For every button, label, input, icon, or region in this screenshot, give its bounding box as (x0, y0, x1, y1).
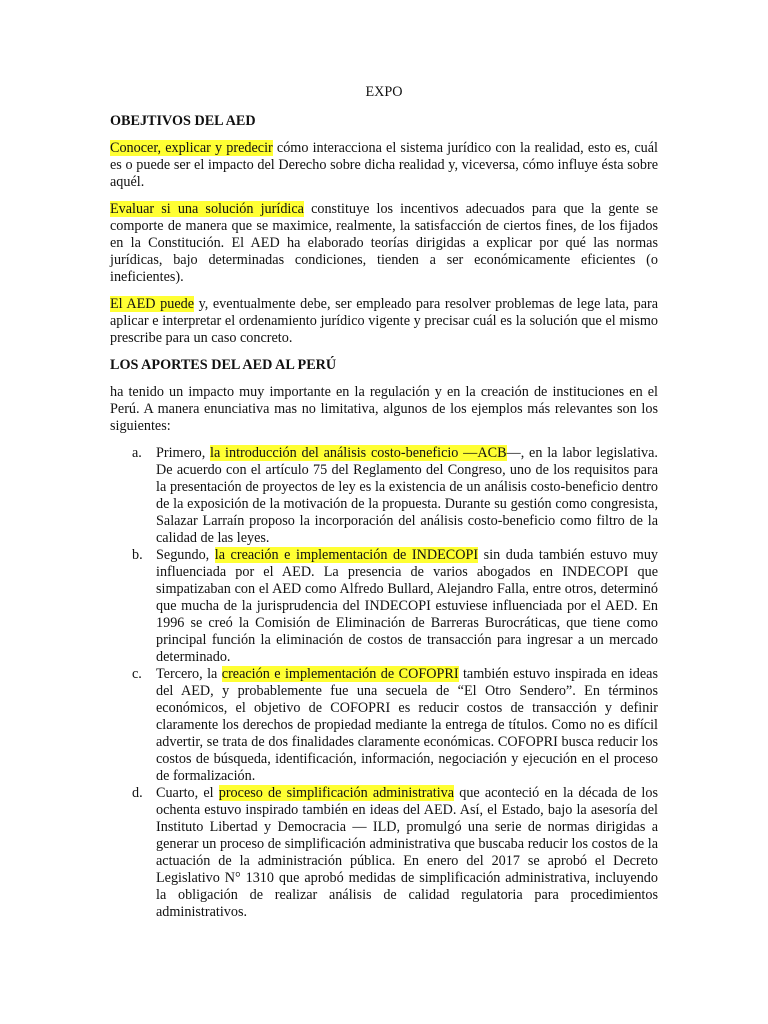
item-text-pre: Cuarto, el (156, 785, 219, 801)
highlighted-text: Evaluar si una solución jurídica (110, 201, 304, 217)
document-title: EXPO (365, 84, 403, 100)
item-text-post: —, en la labor legislativa. De acuerdo con el artículo 75 del Reglamento del Congreso, uno de los requisitos para la presentación de proyectos de ley es la existencia de un análisis costo-beneficio dentro de la exposición de la motivación de la propuesta. Durante su gestión como congresista, Salazar Larraín proposo la incorporación del análisis costo-beneficio como filtro de la calidad de las leyes. (156, 445, 658, 546)
highlighted-text: la creación e implementación de INDECOPI (214, 547, 479, 563)
list-item (110, 785, 658, 921)
list-marker: b. (132, 547, 143, 563)
paragraph-text: y, eventualmente debe, ser empleado para resolver problemas de lege lata, para aplicar e interpretar el ordenamiento jurídico vigente y precisar cuál es la solución que el mismo prescribe para un caso concreto. (110, 296, 659, 346)
paragraph-text: cómo interacciona el sistema jurídico con la realidad, esto es, cuál es o puede ser el impacto del Derecho sobre dicha realidad y, viceversa, cómo influye ésta sobre aquél. (110, 140, 658, 190)
paragraph-3 (110, 296, 658, 347)
item-text-pre: Primero, (156, 445, 211, 461)
list-marker: d. (132, 785, 143, 801)
item-text-post: que aconteció en la década de los ochenta estuvo inspirado también en ideas del AED. Así, el Estado, bajo la asesoría del Instituto Libertad y Democracia — ILD, promulgó una serie de normas dirigidas a generar un proceso de simplificación administrativa que buscaba reducir los costos de la actuación de la administración pública. En enero del 2017 se aprobó el Decreto Legislativo N° 1310 que aprobó medidas de simplificación administrativa, incluyendo la obligación de realizar análisis de calidad regulatoria para procedimientos administrativos. (156, 785, 658, 920)
paragraph-1 (110, 140, 658, 191)
highlighted-text: El AED puede (110, 296, 195, 312)
item-text-post: sin duda también estuvo muy influenciada por el AED. La presencia de varios abogados en INDECOPI que simpatizaban con el AED como Alfredo Bullard, Alejandro Falla, entre otros, determinó que mucha de la jurisprudencia del INDECOPI estuviese influenciada por el AED. En 1996 se creó la Comisión de Eliminación de Barreras Burocráticas, que tiene como principal función la eliminación de costos de transacción para ingresar a un mercado determinado. (156, 547, 659, 665)
highlighted-text: creación e implementación de COFOPRI (221, 666, 459, 682)
item-text-post: también estuvo inspirada en ideas del AED, y probablemente fue una secuela de “El Otro Sendero”. En términos económicos, el objetivo de COFOPRI es reducir costos de transacción y definir claramente los derechos de propiedad mediante la entrega de títulos. Como no es difícil advertir, se trata de dos finalidades claramente económicas. COFOPRI busca reducir los costos de búsqueda, identificación, información, negociación y ejecución en el proceso de formalización. (156, 666, 658, 784)
list-item (110, 666, 658, 785)
heading-aportes: LOS APORTES DEL AED AL PERÚ (110, 357, 337, 373)
list-marker: c. (132, 666, 142, 682)
item-text-pre: Segundo, (156, 547, 215, 563)
highlighted-text: la introducción del análisis costo-beneficio —ACB (210, 445, 507, 461)
highlighted-text: proceso de simplificación administrativa (218, 785, 455, 801)
item-text-pre: Tercero, la (156, 666, 222, 682)
document-page (110, 84, 658, 921)
heading-objetivos: OBEJTIVOS DEL AED (110, 113, 256, 129)
paragraph-text: constituye los incentivos adecuados para que la gente se comporte de manera que se maximice, realmente, la satisfacción de ciertos fines, de los fijados en la Constitución. El AED ha elaborado teorías dirigidas a explicar por qué las normas jurídicas, bajo determinadas condiciones, tienden a ser económicamente eficientes (o ineficientes). (110, 201, 658, 285)
paragraph-2 (110, 201, 658, 286)
list-item (110, 445, 658, 547)
list-marker: a. (132, 445, 142, 461)
aportes-list (110, 445, 658, 921)
highlighted-text: Conocer, explicar y predecir (110, 140, 273, 156)
list-item (110, 547, 658, 666)
intro-paragraph: ha tenido un impacto muy importante en la regulación y en la creación de instituciones en el Perú. A manera enunciativa mas no limitativa, algunos de los ejemplos más relevantes son los siguientes: (110, 384, 658, 434)
